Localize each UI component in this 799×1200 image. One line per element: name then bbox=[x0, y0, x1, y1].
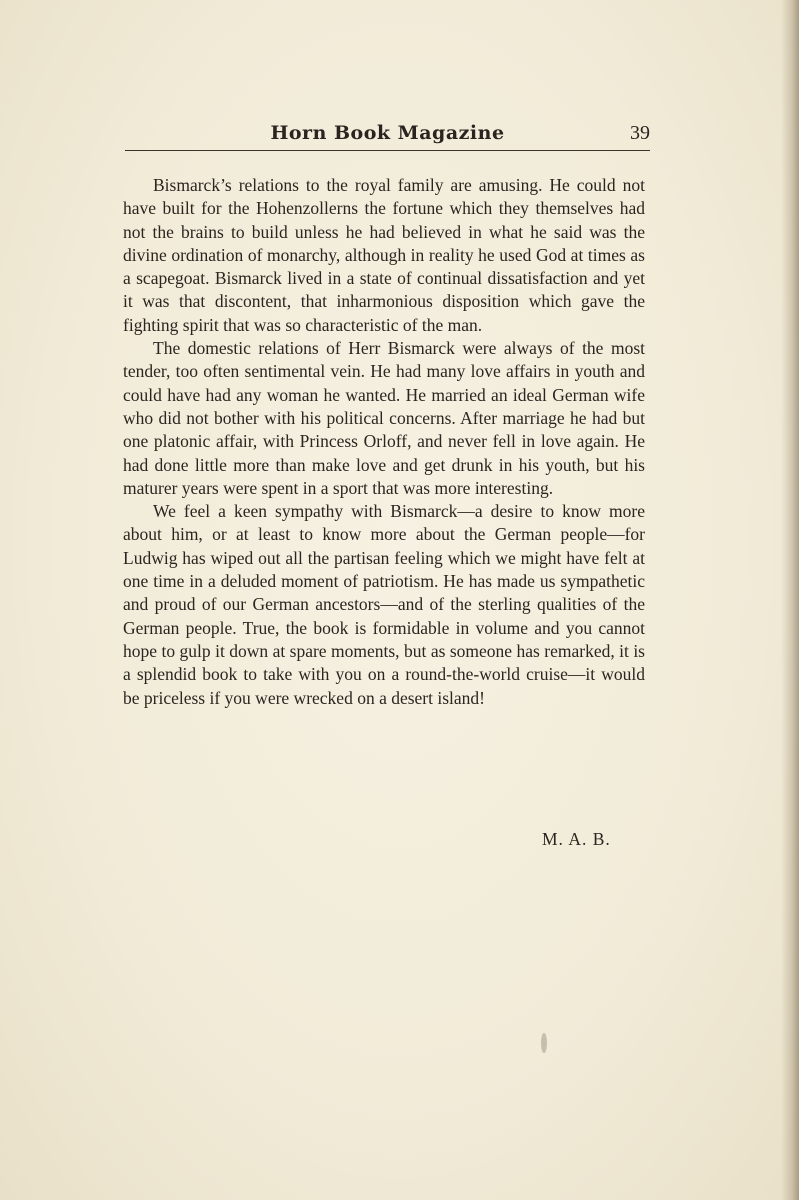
running-title: Horn Book Magazine bbox=[270, 122, 505, 144]
author-signature: M. A. B. bbox=[542, 829, 611, 849]
paragraph-3: We feel a keen sympathy with Bismarck—a desire to know more about him, or at least to know more about the German people—for Ludwig has wiped out all the partisan feeling which we might have felt at one time in a deluded moment of patriotism. He has made us sympathetic and proud of our German ancestors—and of the sterling qualities of the German people. True, the book is formidable in volume and you cannot hope to gulp it down at spare moments, but as someone has remarked, it is a splendid book to take with you on a round-the-world cruise—it would be priceless if you were wrecked on a desert island! bbox=[123, 501, 645, 708]
page-number: 39 bbox=[630, 122, 650, 144]
paragraph-2: The domestic relations of Herr Bismarck were always of the most tender, too often sentimental vein. He had many love affairs in youth and could have had any woman he wanted. He married an ideal German wife who did not bother with his political concerns. After marriage he had but one platonic affair, with Princess Orloff, and never fell in love again. He had done little more than make love and get drunk in his youth, but his maturer years were spent in a sport that was more interesting. bbox=[123, 338, 645, 498]
paragraph-1: Bismarck’s relations to the royal family are amusing. He could not have built for the Hohenzollerns the fortune which they themselves had not the brains to build unless he had believed in what he said was the divine ordination of monarchy, although in reality he used God at times as a scapegoat. Bismarck lived in a state of continual dissatisfaction and yet it was that discontent, that inharmonious disposition which gave the fighting spirit that was so characteristic of the man. bbox=[123, 175, 645, 335]
header-rule bbox=[125, 150, 650, 151]
page-header bbox=[125, 118, 650, 154]
article-body bbox=[123, 174, 645, 710]
ink-smudge bbox=[541, 1033, 547, 1053]
page-edge-shadow bbox=[781, 0, 799, 1200]
